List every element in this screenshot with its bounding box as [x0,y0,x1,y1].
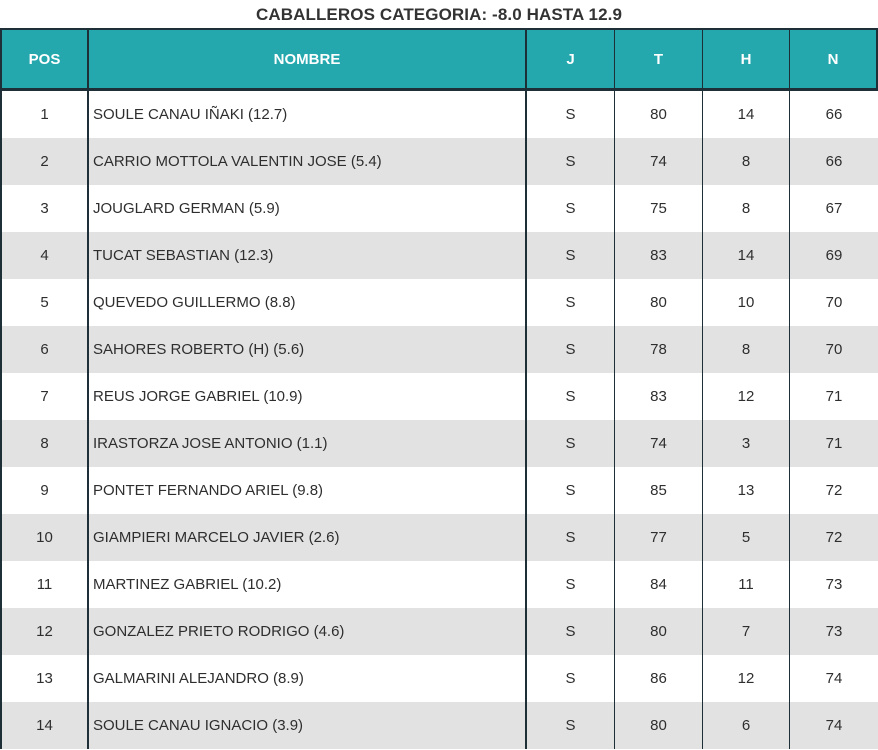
cell-j: S [527,232,615,279]
cell-nombre: CARRIO MOTTOLA VALENTIN JOSE (5.4) [89,138,527,185]
cell-h: 10 [703,279,790,326]
cell-j: S [527,185,615,232]
table-row [2,608,878,655]
cell-t: 80 [615,279,703,326]
cell-t: 83 [615,373,703,420]
cell-h: 3 [703,420,790,467]
cell-j: S [527,608,615,655]
cell-nombre: MARTINEZ GABRIEL (10.2) [89,561,527,608]
cell-t: 84 [615,561,703,608]
cell-j: S [527,373,615,420]
cell-pos: 11 [2,561,89,608]
cell-h: 8 [703,138,790,185]
header-h: H [703,30,790,88]
table-row [2,138,878,185]
cell-h: 14 [703,91,790,138]
cell-pos: 5 [2,279,89,326]
cell-t: 83 [615,232,703,279]
cell-nombre: IRASTORZA JOSE ANTONIO (1.1) [89,420,527,467]
cell-n: 74 [825,717,843,734]
header-n: N [790,30,878,88]
cell-h: 14 [703,232,790,279]
table-row [2,185,878,232]
cell-nombre: SOULE CANAU IÑAKI (12.7) [89,91,527,138]
cell-j: S [527,279,615,326]
cell-t: 75 [615,185,703,232]
cell-n: 72 [825,482,843,499]
cell-pos: 7 [2,373,89,420]
cell-j: S [527,655,615,702]
cell-pos: 12 [2,608,89,655]
cell-pos: 4 [2,232,89,279]
cell-h: 12 [703,655,790,702]
cell-t: 86 [615,655,703,702]
cell-pos: 1 [2,91,89,138]
cell-h: 8 [703,185,790,232]
cell-pos: 6 [2,326,89,373]
cell-pos: 3 [2,185,89,232]
cell-nombre: SOULE CANAU IGNACIO (3.9) [89,702,527,749]
table-row [2,467,878,514]
page-title: CABALLEROS CATEGORIA: -8.0 HASTA 12.9 [255,5,623,24]
cell-h: 12 [703,373,790,420]
cell-j: S [527,702,615,749]
results-table [0,28,878,749]
table-header-row [2,28,878,91]
table-row [2,326,878,373]
cell-nombre: QUEVEDO GUILLERMO (8.8) [89,279,527,326]
cell-n: 70 [825,294,843,311]
header-pos: POS [2,30,89,88]
cell-t: 80 [615,608,703,655]
cell-t: 77 [615,514,703,561]
cell-nombre: TUCAT SEBASTIAN (12.3) [89,232,527,279]
cell-t: 85 [615,467,703,514]
cell-t: 80 [615,91,703,138]
table-row [2,373,878,420]
cell-nombre: JOUGLARD GERMAN (5.9) [89,185,527,232]
table-row [2,702,878,749]
cell-pos: 9 [2,467,89,514]
cell-pos: 13 [2,655,89,702]
cell-j: S [527,138,615,185]
cell-pos: 10 [2,514,89,561]
cell-h: 8 [703,326,790,373]
table-row [2,232,878,279]
cell-h: 6 [703,702,790,749]
header-t: T [615,30,703,88]
cell-nombre: GALMARINI ALEJANDRO (8.9) [89,655,527,702]
cell-n: 66 [825,153,843,170]
cell-n: 66 [825,106,843,123]
cell-j: S [527,561,615,608]
header-nombre: NOMBRE [89,30,527,88]
cell-nombre: REUS JORGE GABRIEL (10.9) [89,373,527,420]
cell-j: S [527,514,615,561]
cell-h: 5 [703,514,790,561]
cell-pos: 14 [2,702,89,749]
table-row [2,279,878,326]
cell-nombre: GIAMPIERI MARCELO JAVIER (2.6) [89,514,527,561]
cell-n: 73 [825,623,843,640]
cell-j: S [527,91,615,138]
table-row [2,420,878,467]
cell-pos: 2 [2,138,89,185]
table-row [2,91,878,138]
cell-nombre: PONTET FERNANDO ARIEL (9.8) [89,467,527,514]
cell-n: 67 [825,200,843,217]
cell-nombre: GONZALEZ PRIETO RODRIGO (4.6) [89,608,527,655]
cell-t: 78 [615,326,703,373]
cell-t: 80 [615,702,703,749]
table-row [2,655,878,702]
cell-pos: 8 [2,420,89,467]
cell-n: 73 [825,576,843,593]
cell-j: S [527,326,615,373]
cell-h: 13 [703,467,790,514]
cell-h: 11 [703,561,790,608]
header-j: J [527,30,615,88]
cell-t: 74 [615,138,703,185]
cell-n: 71 [825,388,843,405]
cell-n: 74 [825,670,843,687]
cell-t: 74 [615,420,703,467]
cell-h: 7 [703,608,790,655]
table-row [2,514,878,561]
cell-nombre: SAHORES ROBERTO (H) (5.6) [89,326,527,373]
cell-j: S [527,467,615,514]
table-row [2,561,878,608]
cell-n: 69 [825,247,843,264]
cell-n: 72 [825,529,843,546]
cell-j: S [527,420,615,467]
cell-n: 71 [825,435,843,452]
table-body [2,91,878,749]
cell-n: 70 [825,341,843,358]
